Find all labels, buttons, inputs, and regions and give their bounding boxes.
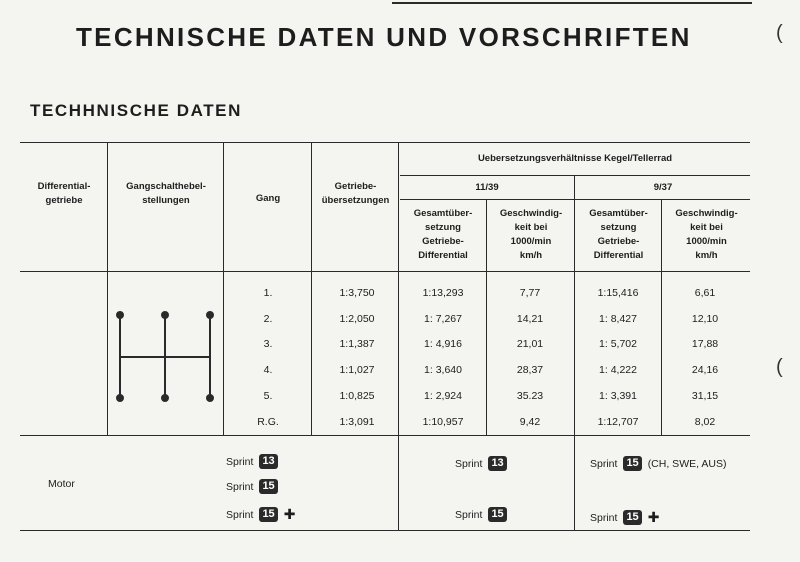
header-geschw-a: Geschwindig- keit bei 1000/min km/h: [499, 208, 563, 261]
sprint-label: Sprint: [455, 508, 483, 521]
cell-gang: 4.: [263, 364, 273, 376]
cell-gang: 3.: [263, 338, 273, 350]
cell-a-gesamt: 1: 2,924: [424, 390, 462, 402]
cell-b-gesamt: 1: 3,391: [599, 390, 637, 402]
motor-sprint-13: [226, 454, 278, 469]
header-group-11-39: 11/39: [475, 182, 499, 193]
header-gesamt-a: Gesamtüber- setzung Getriebe- Differential: [413, 208, 473, 261]
cell-a-gesamt: 1: 7,267: [424, 313, 462, 325]
motor-b-sprint-15-countries: [590, 456, 726, 471]
header-gesamt-b: Gesamtüber- setzung Getriebe- Differential: [589, 208, 648, 261]
motor-a-sprint-15: [455, 507, 507, 522]
motor-b-sprint-15-plus: [590, 509, 659, 526]
cell-b-speed: 31,15: [691, 390, 719, 402]
cell-a-gesamt: 1: 4,916: [424, 338, 462, 350]
cell-b-gesamt: 1: 5,702: [599, 338, 637, 350]
cell-gang: R.G.: [257, 416, 279, 428]
model-badge-15: 15: [623, 456, 641, 471]
cell-gang: 5.: [263, 390, 273, 402]
sprint-label: Sprint: [590, 457, 618, 470]
model-badge-15: 15: [259, 479, 277, 494]
model-badge-15: 15: [623, 510, 641, 525]
sprint-label: Sprint: [455, 457, 483, 470]
plus-mark-icon: ✚: [647, 509, 660, 525]
section-title: TECHHNISCHE DATEN: [30, 101, 243, 120]
cell-getriebe: 1:1,387: [339, 338, 375, 350]
cell-gang: 2.: [263, 313, 273, 325]
cell-getriebe: 1:3,750: [339, 287, 375, 299]
top-rule: [392, 2, 752, 4]
page-title: TECHNISCHE DATEN UND VORSCHRIFTEN: [76, 22, 692, 52]
header-gang: Gang: [255, 193, 281, 204]
header-getriebe: Getriebe- übersetzungen: [321, 181, 390, 206]
country-list: (CH, SWE, AUS): [647, 457, 727, 470]
margin-mark: (: [776, 22, 783, 44]
cell-a-speed: 28,37: [516, 364, 544, 376]
cell-b-gesamt: 1:12,707: [597, 416, 639, 428]
header-gangschalt: Gangschalthebel- stellungen: [126, 181, 206, 206]
cell-a-gesamt: 1: 3,640: [424, 364, 462, 376]
model-badge-13: 13: [488, 456, 506, 471]
cell-getriebe: 1:2,050: [339, 313, 375, 325]
motor-sprint-15: [226, 479, 278, 494]
cell-a-speed: 7,77: [519, 287, 541, 299]
model-badge-15: 15: [259, 507, 277, 522]
sprint-label: Sprint: [226, 455, 254, 468]
cell-a-gesamt: 1:10,957: [422, 416, 464, 428]
model-badge-15: 15: [488, 507, 506, 522]
cell-a-speed: 9,42: [519, 416, 541, 428]
cell-b-gesamt: 1: 8,427: [599, 313, 637, 325]
cell-gang: 1.: [263, 287, 273, 299]
cell-getriebe: 1:1,027: [339, 364, 375, 376]
cell-b-speed: 24,16: [691, 364, 719, 376]
gear-shift-pattern-icon: [110, 305, 220, 405]
header-differential: Differential- getriebe: [37, 181, 91, 206]
cell-b-speed: 17,88: [691, 338, 719, 350]
plus-mark-icon: ✚: [283, 506, 296, 522]
header-kegel-tellerrad: Uebersetzungsverhältnisse Kegel/Tellerrad: [477, 153, 673, 164]
sprint-label: Sprint: [226, 508, 254, 521]
cell-a-gesamt: 1:13,293: [422, 287, 464, 299]
sprint-label: Sprint: [226, 480, 254, 493]
cell-b-speed: 12,10: [691, 313, 719, 325]
motor-sprint-15-plus: [226, 506, 295, 523]
cell-a-speed: 35.23: [516, 390, 544, 402]
cell-getriebe: 1:0,825: [339, 390, 375, 402]
header-group-9-37: 9/37: [653, 182, 673, 193]
cell-a-speed: 21,01: [516, 338, 544, 350]
cell-b-gesamt: 1: 4,222: [599, 364, 637, 376]
cell-b-gesamt: 1:15,416: [597, 287, 639, 299]
cell-getriebe: 1:3,091: [339, 416, 375, 428]
motor-label: Motor: [48, 478, 75, 490]
motor-a-sprint-13: [455, 456, 507, 471]
sprint-label: Sprint: [590, 511, 618, 524]
cell-b-speed: 8,02: [694, 416, 716, 428]
header-geschw-b: Geschwindig- keit bei 1000/min km/h: [675, 208, 738, 261]
cell-a-speed: 14,21: [516, 313, 544, 325]
model-badge-13: 13: [259, 454, 277, 469]
margin-mark-lower: (: [776, 356, 783, 378]
cell-b-speed: 6,61: [694, 287, 716, 299]
